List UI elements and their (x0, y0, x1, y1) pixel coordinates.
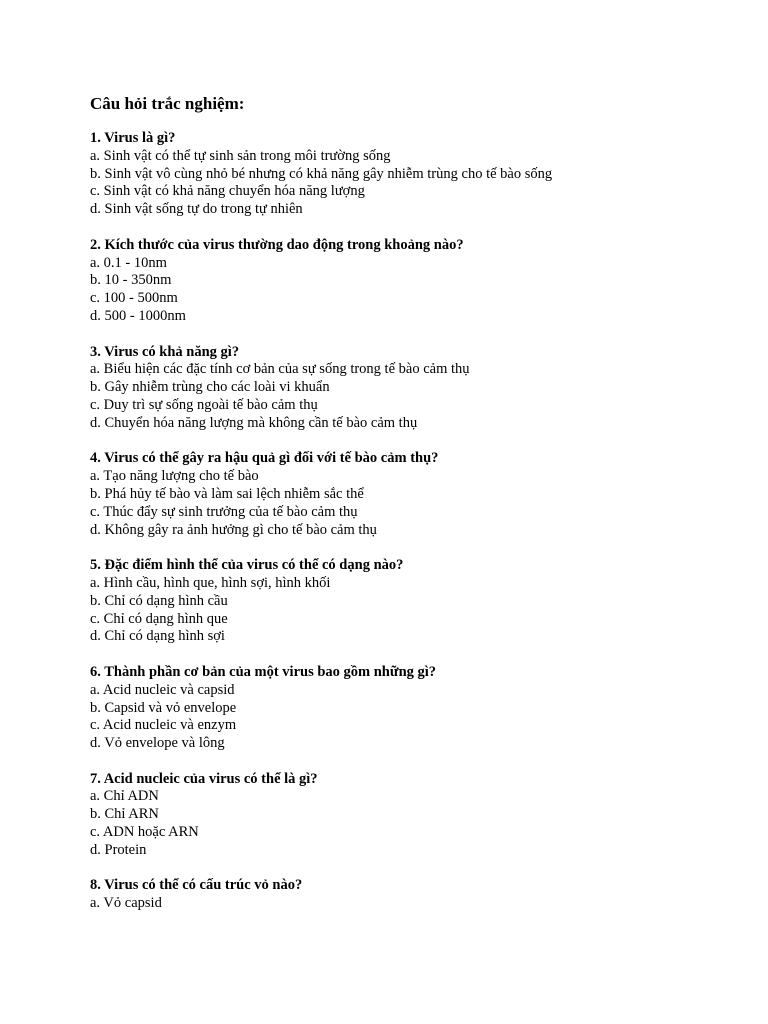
question-2 (90, 237, 730, 326)
question-3 (90, 344, 730, 433)
answer-option-a: a. Biểu hiện các đặc tính cơ bản của sự sống trong tế bào cảm thụ (90, 361, 470, 378)
answer-option-a: a. Acid nucleic và capsid (90, 681, 235, 698)
answer-option-b: b. Phá hủy tế bào và làm sai lệch nhiễm sắc thể (90, 485, 364, 502)
answer-option-b: b. Sinh vật vô cùng nhỏ bé nhưng có khả năng gây nhiễm trùng cho tế bào sống (90, 165, 553, 182)
question-4 (90, 450, 730, 539)
question-text: 4. Virus có thể gây ra hậu quả gì đối với tế bào cảm thụ? (90, 450, 439, 467)
question-text: 3. Virus có khả năng gì? (90, 343, 240, 360)
answer-option-d: d. Vỏ envelope và lông (90, 735, 225, 752)
answer-option-b: b. Chỉ ARN (90, 806, 159, 823)
question-text: 2. Kích thước của virus thường dao động trong khoảng nào? (90, 236, 464, 253)
answer-option-d: d. 500 - 1000nm (90, 307, 186, 324)
answer-option-d: d. Không gây ra ảnh hưởng gì cho tế bào cảm thụ (90, 521, 377, 538)
answer-option-a: a. Chỉ ADN (90, 788, 159, 805)
question-text: 8. Virus có thể có cấu trúc vỏ nào? (90, 877, 303, 894)
answer-option-c: c. ADN hoặc ARN (90, 824, 199, 841)
question-1 (90, 130, 730, 219)
answer-option-c: c. 100 - 500nm (90, 290, 178, 307)
answer-option-d: d. Chuyển hóa năng lượng mà không cần tế bào cảm thụ (90, 414, 418, 431)
answer-option-a: a. Sinh vật có thể tự sinh sản trong môi trường sống (90, 147, 391, 164)
question-6 (90, 664, 730, 753)
answer-option-d: d. Chỉ có dạng hình sợi (90, 628, 225, 645)
question-text: 5. Đặc điểm hình thể của virus có thể có dạng nào? (90, 557, 404, 574)
answer-option-c: c. Thúc đẩy sự sinh trưởng của tế bào cảm thụ (90, 503, 358, 520)
answer-option-a: a. Hình cầu, hình que, hình sợi, hình khối (90, 574, 331, 591)
question-7 (90, 771, 730, 860)
answer-option-b: b. Gây nhiễm trùng cho các loài vi khuẩn (90, 379, 330, 396)
answer-option-b: b. Chỉ có dạng hình cầu (90, 592, 228, 609)
answer-option-c: c. Duy trì sự sống ngoài tế bào cảm thụ (90, 396, 318, 413)
answer-option-c: c. Chỉ có dạng hình que (90, 610, 228, 627)
answer-option-a: a. Vỏ capsid (90, 895, 162, 912)
answer-option-b: b. 10 - 350nm (90, 272, 172, 289)
answer-option-d: d. Protein (90, 841, 147, 858)
question-8 (90, 877, 730, 913)
question-text: 6. Thành phần cơ bản của một virus bao gồm những gì? (90, 663, 437, 680)
answer-option-a: a. Tạo năng lượng cho tế bào (90, 468, 259, 485)
answer-option-b: b. Capsid và vỏ envelope (90, 699, 237, 716)
document-page (90, 92, 730, 931)
document-title: Câu hỏi trắc nghiệm: (90, 94, 245, 113)
question-text: 7. Acid nucleic của virus có thể là gì? (90, 770, 318, 787)
answer-option-c: c. Acid nucleic và enzym (90, 717, 237, 734)
question-text: 1. Virus là gì? (90, 130, 176, 146)
answer-option-c: c. Sinh vật có khả năng chuyển hóa năng lượng (90, 183, 365, 200)
answer-option-a: a. 0.1 - 10nm (90, 254, 167, 271)
question-5 (90, 557, 730, 646)
answer-option-d: d. Sinh vật sống tự do trong tự nhiên (90, 201, 303, 218)
